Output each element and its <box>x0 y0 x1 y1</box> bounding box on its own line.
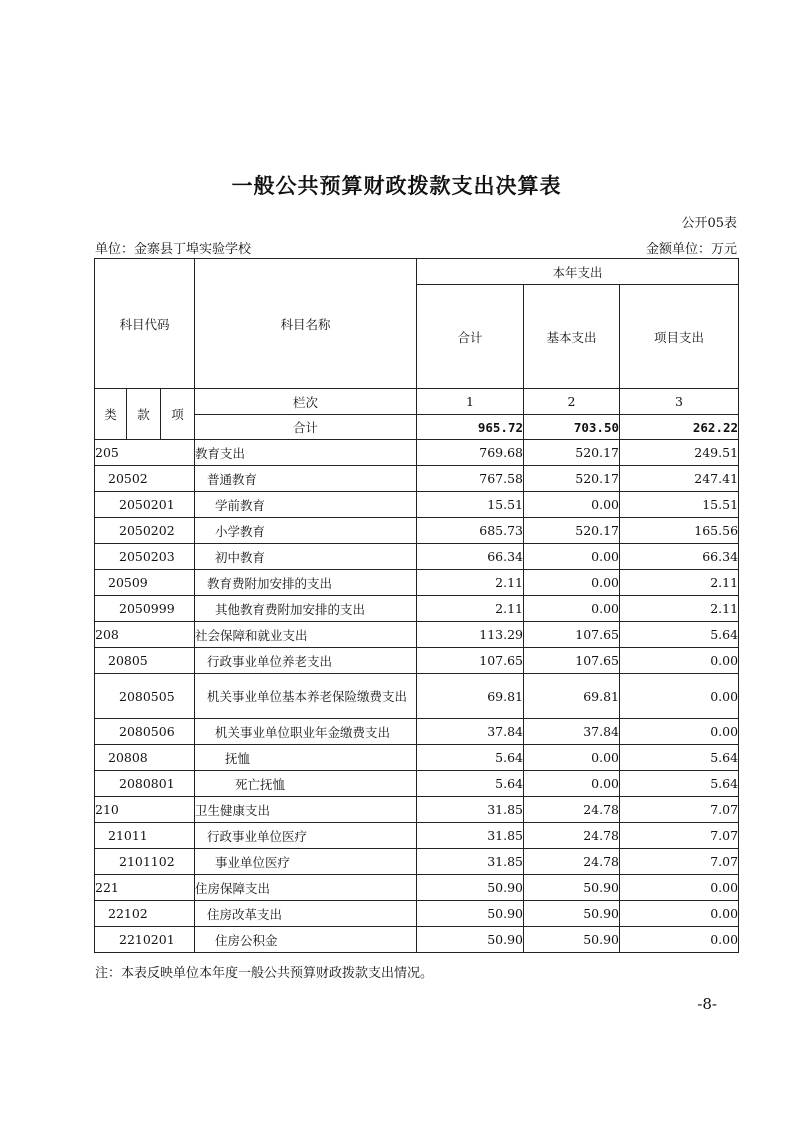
row-project: 5.64 <box>620 745 739 771</box>
row-name: 小学教育 <box>195 518 417 544</box>
row-basic: 69.81 <box>524 674 620 719</box>
row-total: 5.64 <box>417 745 524 771</box>
table-row <box>95 927 739 953</box>
row-code: 2050999 <box>95 596 195 622</box>
row-total: 50.90 <box>417 875 524 901</box>
row-code: 2050203 <box>95 544 195 570</box>
row-project: 7.07 <box>620 797 739 823</box>
row-basic: 0.00 <box>524 745 620 771</box>
row-total: 66.34 <box>417 544 524 570</box>
row-basic: 24.78 <box>524 797 620 823</box>
page-title: 一般公共预算财政拨款支出决算表 <box>231 174 562 198</box>
row-name: 行政事业单位养老支出 <box>195 648 417 674</box>
row-name: 教育费附加安排的支出 <box>195 570 417 596</box>
row-basic: 50.90 <box>524 875 620 901</box>
row-basic: 24.78 <box>524 849 620 875</box>
table-note: 注：本表反映单位本年度一般公共预算财政拨款支出情况。 <box>95 966 434 981</box>
total-row-label: 合计 <box>195 415 417 440</box>
table-row <box>95 823 739 849</box>
row-total: 2.11 <box>417 596 524 622</box>
row-name: 学前教育 <box>195 492 417 518</box>
row-code: 2080506 <box>95 719 195 745</box>
row-code: 21011 <box>95 823 195 849</box>
grand-project: 262.22 <box>620 415 739 440</box>
header-basic: 基本支出 <box>524 285 620 389</box>
row-name: 住房公积金 <box>195 927 417 953</box>
row-basic: 24.78 <box>524 823 620 849</box>
table-row <box>95 440 739 466</box>
row-code: 205 <box>95 440 195 466</box>
table-row <box>95 518 739 544</box>
row-total: 767.58 <box>417 466 524 492</box>
row-code: 20805 <box>95 648 195 674</box>
row-code: 2080801 <box>95 771 195 797</box>
row-project: 0.00 <box>620 648 739 674</box>
reporting-unit: 单位：金寨县丁埠实验学校 <box>95 242 252 257</box>
row-project: 0.00 <box>620 875 739 901</box>
row-basic: 0.00 <box>524 544 620 570</box>
table-row <box>95 648 739 674</box>
row-total: 31.85 <box>417 797 524 823</box>
row-basic: 50.90 <box>524 901 620 927</box>
row-name: 抚恤 <box>195 745 417 771</box>
row-basic: 520.17 <box>524 466 620 492</box>
header-name: 科目名称 <box>195 259 417 389</box>
row-project: 7.07 <box>620 849 739 875</box>
row-project: 0.00 <box>620 719 739 745</box>
row-name: 其他教育费附加安排的支出 <box>195 596 417 622</box>
header-column-index: 栏次 <box>195 389 417 415</box>
row-code: 221 <box>95 875 195 901</box>
row-code: 20808 <box>95 745 195 771</box>
row-name: 住房改革支出 <box>195 901 417 927</box>
row-code: 210 <box>95 797 195 823</box>
row-basic: 0.00 <box>524 596 620 622</box>
row-name: 普通教育 <box>195 466 417 492</box>
row-project: 7.07 <box>620 823 739 849</box>
row-name: 卫生健康支出 <box>195 797 417 823</box>
table-row <box>95 875 739 901</box>
row-total: 113.29 <box>417 622 524 648</box>
row-name: 机关事业单位职业年金缴费支出 <box>195 719 417 745</box>
row-basic: 37.84 <box>524 719 620 745</box>
table-row <box>95 622 739 648</box>
row-total: 769.68 <box>417 440 524 466</box>
header-project: 项目支出 <box>620 285 739 389</box>
row-code: 2050202 <box>95 518 195 544</box>
grand-basic: 703.50 <box>524 415 620 440</box>
row-project: 15.51 <box>620 492 739 518</box>
row-total: 37.84 <box>417 719 524 745</box>
header-total: 合计 <box>417 285 524 389</box>
column-index-3: 3 <box>620 389 739 415</box>
row-code: 208 <box>95 622 195 648</box>
table-row <box>95 771 739 797</box>
row-basic: 0.00 <box>524 771 620 797</box>
table-row <box>95 466 739 492</box>
row-total: 107.65 <box>417 648 524 674</box>
row-total: 31.85 <box>417 823 524 849</box>
table-row <box>95 745 739 771</box>
row-project: 0.00 <box>620 901 739 927</box>
row-name: 初中教育 <box>195 544 417 570</box>
row-basic: 0.00 <box>524 570 620 596</box>
row-basic: 520.17 <box>524 518 620 544</box>
header-code: 科目代码 <box>95 259 195 389</box>
row-name: 教育支出 <box>195 440 417 466</box>
row-project: 5.64 <box>620 622 739 648</box>
page-number: -8- <box>697 995 717 1013</box>
row-code: 20509 <box>95 570 195 596</box>
row-total: 50.90 <box>417 901 524 927</box>
row-project: 0.00 <box>620 674 739 719</box>
expenditure-table <box>94 258 739 953</box>
row-total: 69.81 <box>417 674 524 719</box>
row-basic: 0.00 <box>524 492 620 518</box>
row-code: 2101102 <box>95 849 195 875</box>
table-row <box>95 719 739 745</box>
row-project: 165.56 <box>620 518 739 544</box>
row-total: 685.73 <box>417 518 524 544</box>
table-row <box>95 901 739 927</box>
header-kuan: 款 <box>127 389 161 440</box>
row-project: 5.64 <box>620 771 739 797</box>
row-code: 22102 <box>95 901 195 927</box>
row-basic: 520.17 <box>524 440 620 466</box>
row-code: 2210201 <box>95 927 195 953</box>
row-name: 事业单位医疗 <box>195 849 417 875</box>
column-index-1: 1 <box>417 389 524 415</box>
row-project: 2.11 <box>620 570 739 596</box>
row-code: 2050201 <box>95 492 195 518</box>
row-project: 0.00 <box>620 927 739 953</box>
row-total: 15.51 <box>417 492 524 518</box>
row-project: 247.41 <box>620 466 739 492</box>
row-total: 2.11 <box>417 570 524 596</box>
row-name: 机关事业单位基本养老保险缴费支出 <box>195 674 417 719</box>
table-row <box>95 596 739 622</box>
column-index-2: 2 <box>524 389 620 415</box>
table-row <box>95 492 739 518</box>
row-basic: 107.65 <box>524 648 620 674</box>
row-name: 行政事业单位医疗 <box>195 823 417 849</box>
row-code: 2080505 <box>95 674 195 719</box>
row-code: 20502 <box>95 466 195 492</box>
header-xiang: 项 <box>161 389 195 440</box>
table-row <box>95 797 739 823</box>
grand-total: 965.72 <box>417 415 524 440</box>
row-project: 66.34 <box>620 544 739 570</box>
row-name: 住房保障支出 <box>195 875 417 901</box>
row-name: 死亡抚恤 <box>195 771 417 797</box>
table-row <box>95 674 739 719</box>
table-row <box>95 849 739 875</box>
header-lei: 类 <box>95 389 127 440</box>
row-basic: 107.65 <box>524 622 620 648</box>
row-total: 5.64 <box>417 771 524 797</box>
table-row <box>95 544 739 570</box>
row-project: 2.11 <box>620 596 739 622</box>
row-basic: 50.90 <box>524 927 620 953</box>
row-total: 31.85 <box>417 849 524 875</box>
form-number: 公开05表 <box>681 216 737 231</box>
row-total: 50.90 <box>417 927 524 953</box>
table-row <box>95 570 739 596</box>
header-current-year: 本年支出 <box>417 259 739 285</box>
row-name: 社会保障和就业支出 <box>195 622 417 648</box>
row-project: 249.51 <box>620 440 739 466</box>
currency-unit: 金额单位：万元 <box>645 242 737 257</box>
